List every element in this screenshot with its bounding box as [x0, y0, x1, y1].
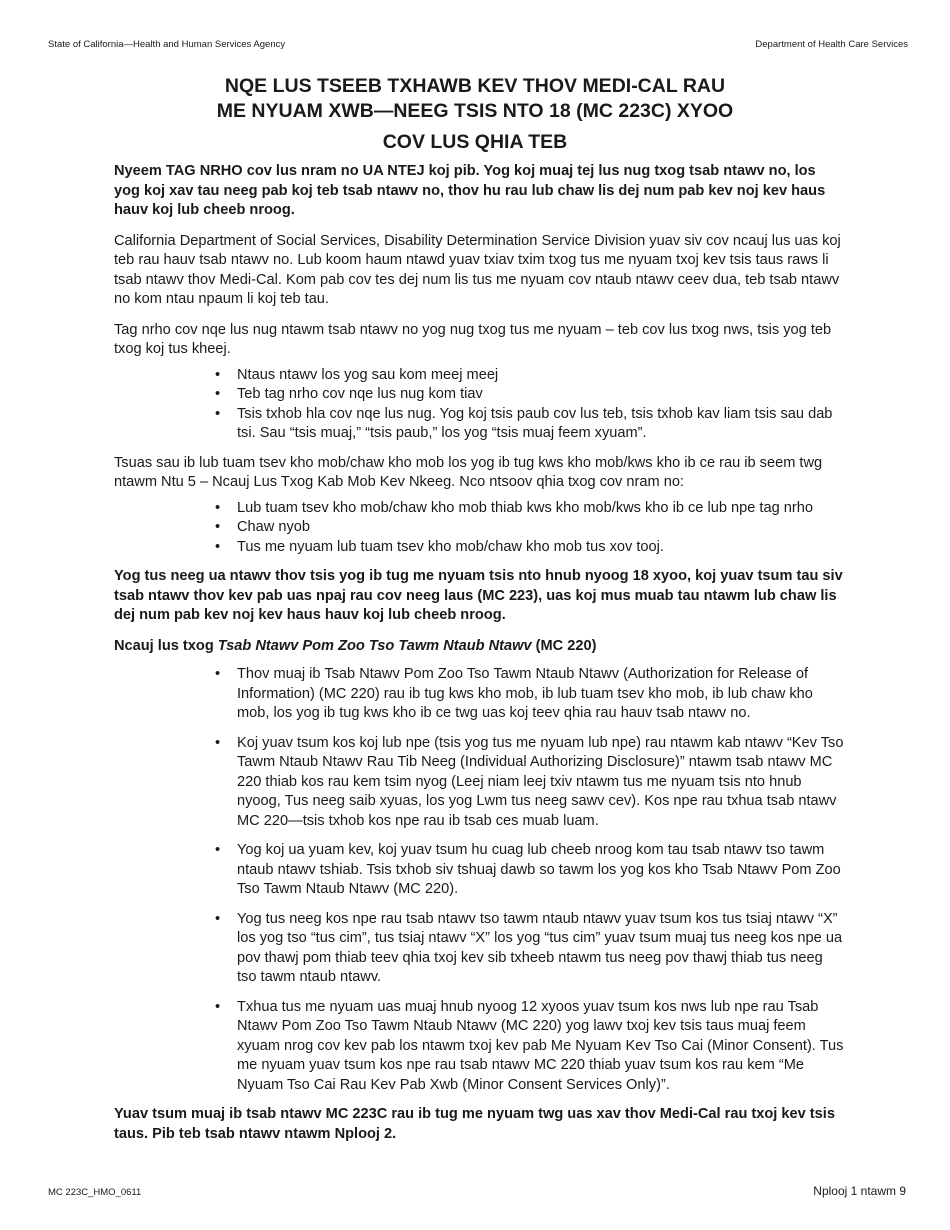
- header-department: Department of Health Care Services: [755, 39, 908, 50]
- list-item: • Teb tag nrho cov nqe lus nug kom tiav: [237, 385, 844, 405]
- closing-paragraph: Yuav tsum muaj ib tsab ntawv MC 223C rau ib tug me nyuam twg uas xav thov Medi-Cal rau txoj kev tsis taus. Pib teb tsab ntawv ntawm Nplooj 2.: [114, 1106, 835, 1142]
- subheading-italic: Tsab Ntawv Pom Zoo Tso Tawm Ntaub Ntawv: [217, 637, 532, 654]
- document-title: [0, 74, 950, 155]
- paragraph-adult-form: Yog tus neeg ua ntawv thov tsis yog ib tug me nyuam tsis nto hnub nyoog 18 xyoo, koj yuav tsum tau siv tsab ntawv thov kev pab uas npaj rau cov neeg laus (MC 223), uas koj mus muab tau ntawm lub chaw lis dej num pab kev noj kev haus hauv koj lub cheeb nroog.: [114, 568, 843, 623]
- list-mc220-instructions: [114, 665, 844, 1095]
- list-item: • Ntaus ntawv los yog sau kom meej meej: [237, 366, 844, 386]
- header-agency: State of California—Health and Human Services Agency: [48, 39, 286, 50]
- list-item: • Tsis txhob hla cov nqe lus nug. Yog koj tsis paub cov lus teb, tsis txhob kav liam tsis sau dab tsi. Sau “tsis muaj,” “tsis paub,” los yog “tsis muaj feem xyuam”.: [237, 405, 844, 444]
- list-item: • Thov muaj ib Tsab Ntawv Pom Zoo Tso Tawm Ntaub Ntawv (Authorization for Release of Information) (MC 220) rau ib tug kws kho mob, ib lub tuam tsev kho mob, ib lub chaw kho mob, los yog ib tug kws kho ib ce twg uas koj teev qhia rau hauv tsab ntawv no.: [237, 665, 844, 724]
- list-item: • Tus me nyuam lub tuam tsev kho mob/chaw kho mob tus xov tooj.: [237, 538, 844, 558]
- title-line-3: COV LUS QHIA TEB: [382, 131, 568, 153]
- subheading-mc220: [114, 637, 844, 657]
- page-number: Nplooj 1 ntawm 9: [813, 1184, 906, 1198]
- list-provider-info: [114, 499, 844, 558]
- list-item: • Txhua tus me nyuam uas muaj hnub nyoog 12 xyoos yuav tsum kos nws lub npe rau Tsab Ntawv Pom Zoo Tso Tawm Ntaub Ntawv (MC 220) yog lawv txoj kev tsis taus muaj feem xyuam nrog cov kev pab los ntawm txoj kev pab Me Nyuam Kev Tso Cai (Minor Consent). Tus me nyuam yuav tsum kos npe rau tsab ntawv MC 220 thiab yuav tsum kos rau kem “Me Nyuam Tso Cai Rau Kev Pab Xwb (Minor Consent Services Only)”.: [237, 998, 844, 1096]
- title-line-2: ME NYUAM XWB—NEEG TSIS NTO 18 (MC 223C) XYOO: [216, 100, 734, 122]
- list-item: • Yog tus neeg kos npe rau tsab ntawv tso tawm ntaub ntawv yuav tsum kos tus tsiaj ntawv “X” los yog tso “tus cim”, tus tsiaj ntawv “X” los yog “tus cim” yuav tsum muaj tus neeg kos npe ua pov thawj pom thiab teev qhia txoj kev sib txheeb ntawm tus neeg pov thawj thiab tus neeg tso tawm ntaub ntawv.: [237, 910, 844, 988]
- subheading-prefix: Ncauj lus txog: [114, 637, 218, 654]
- paragraph-section5: Tsuas sau ib lub tuam tsev kho mob/chaw kho mob los yog ib tug kws kho mob/kws kho ib ce rau ib seem twg ntawm Ntu 5 – Ncauj Lus Txog Kab Mob Kev Nkeeg. Nco ntsoov qhia txog cov nram no:: [114, 454, 823, 490]
- list-item: • Koj yuav tsum kos koj lub npe (tsis yog tus me nyuam lub npe) rau ntawm kab ntawv “Kev Tso Tawm Ntaub Ntawv Rau Tib Neeg (Individual Authorizing Disclosure)” ntawm tsab ntawv MC 220 thiab kos rau kem tsim nyog (Leej niam leej txiv ntawm tus me nyuam tsis nto hnub nyoog, Tus neeg saib xyuas, los yog Lwm tus neeg sawv cev). Kos npe rau txhua tsab ntawv MC 220—tsis txhob kos npe rau ib tsab ces muab luam.: [237, 734, 844, 832]
- paragraph-dds: California Department of Social Services, Disability Determination Service Division yuav siv cov ncauj lus uas koj teb rau hauv tsab ntawv no. Lub koom haum ntawd yuav txiav txim txog tus me nyuam txoj kev tsis taus raws li tsab ntawv thov Medi-Cal. Kom pab cov tes dej num lis tus me nyuam cov ntaub ntawv ceev dua, teb tsab ntawv no kom ntau npaum li koj teb tau.: [114, 232, 841, 307]
- subheading-suffix: (MC 220): [531, 637, 597, 654]
- form-number: MC 223C_HMO_0611: [48, 1187, 142, 1198]
- paragraph-questions: Tag nrho cov nqe lus nug ntawm tsab ntawv no yog nug txog tus me nyuam – teb cov lus txog nws, tsis yog teb txog koj tus kheej.: [114, 321, 832, 357]
- title-line-1: NQE LUS TSEEB TXHAWB KEV THOV MEDI-CAL RAU: [224, 75, 726, 97]
- list-item: • Yog koj ua yuam kev, koj yuav tsum hu cuag lub cheeb nroog kom tau tsab ntawv tso tawm ntaub ntawv tshiab. Tsis txhob siv tshuaj dawb so tawm los yog kos kho Tsab Ntawv Pom Zoo Tso Tawm Ntaub Ntawv (MC 220).: [237, 841, 844, 900]
- instructions-body: [114, 162, 844, 1155]
- list-writing-tips: [114, 366, 844, 444]
- intro-paragraph: Nyeem TAG NRHO cov lus nram no UA NTEJ koj pib. Yog koj muaj tej lus nug txog tsab ntawv no, los yog koj xav tau neeg pab koj teb tsab ntawv no, thov hu rau lub chaw lis dej num pab kev noj kev haus hauv koj lub cheeb nroog.: [114, 163, 826, 218]
- list-item: • Chaw nyob: [237, 518, 844, 538]
- list-item: • Lub tuam tsev kho mob/chaw kho mob thiab kws kho mob/kws kho ib ce lub npe tag nrho: [237, 499, 844, 519]
